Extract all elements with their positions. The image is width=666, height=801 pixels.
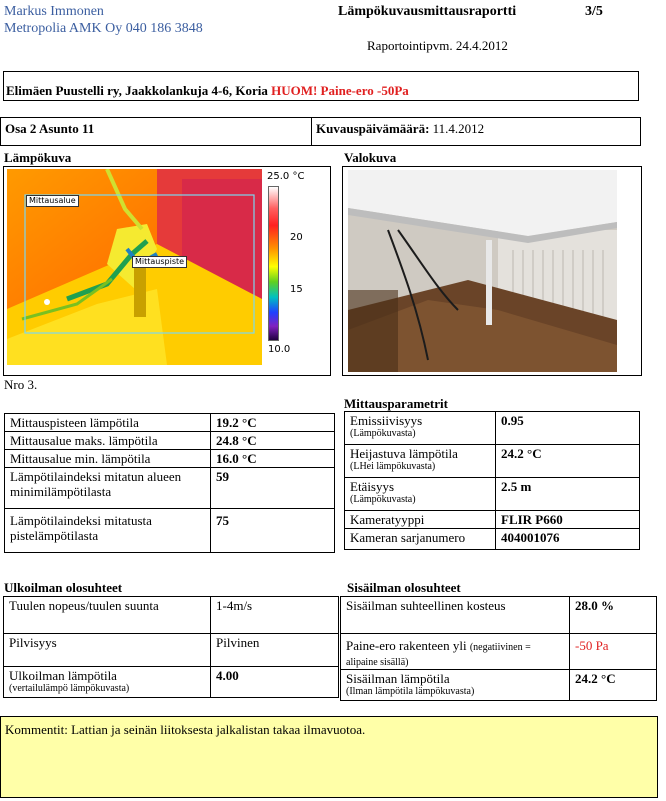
table-row — [341, 634, 657, 670]
param-name: Etäisyys — [350, 479, 395, 494]
report-title: Lämpökuvausmittausraportti — [338, 4, 517, 19]
shoot-date — [316, 121, 484, 137]
scale-max-label: 25.0 °C — [267, 171, 305, 182]
measurement-label: Mittausalue min. lämpötila — [5, 450, 211, 468]
measurement-value: 24.8 °C — [211, 432, 335, 450]
cloud-value: Pilvinen — [211, 634, 339, 667]
params-heading: Mittausparametrit — [344, 396, 448, 411]
indoor-table — [340, 596, 657, 701]
shoot-date-label: Kuvauspäivämäärä: — [316, 121, 430, 136]
table-row — [341, 597, 657, 634]
table-row — [5, 509, 335, 553]
unit-cell — [0, 117, 312, 146]
outdoor-heading: Ulkoilman olosuhteet — [4, 580, 123, 595]
scale-min-label: 10.0 — [268, 344, 291, 355]
table-row — [5, 414, 335, 432]
indoor-temp-value: 24.2 °C — [570, 670, 657, 701]
param-label — [345, 529, 496, 550]
measurement-value: 16.0 °C — [211, 450, 335, 468]
table-row — [5, 432, 335, 450]
pressure-label — [341, 634, 570, 670]
measurement-label: Mittauspisteen lämpötila — [5, 414, 211, 432]
param-label — [345, 511, 496, 529]
outdoor-temp-label — [4, 667, 211, 698]
pressure-value: -50 Pa — [570, 634, 657, 670]
report-date: Raportointipvm. 24.4.2012 — [367, 38, 508, 53]
indoor-temp-label — [341, 670, 570, 701]
wind-value: 1-4m/s — [211, 597, 339, 634]
site-address-text: Elimäen Puustelli ry, Jaakkolankuja 4-6, Koria — [6, 83, 268, 98]
outdoor-temp-name: Ulkoilman lämpötila — [9, 668, 117, 683]
outdoor-temp-source: (vertailulämpö lämpökuvasta) — [9, 683, 130, 694]
page-number: 3/5 — [585, 4, 603, 19]
table-row — [4, 634, 339, 667]
outdoor-table — [3, 596, 339, 698]
measurement-value: 59 — [211, 468, 335, 509]
param-value: 24.2 °C — [496, 445, 640, 478]
thermal-heading: Lämpökuva — [4, 150, 72, 165]
shoot-date-value: 11.4.2012 — [432, 121, 485, 136]
param-name: Emissiivisyys — [350, 413, 423, 428]
table-row — [5, 450, 335, 468]
pressure-name: Paine-ero rakenteen yli — [346, 638, 467, 653]
table-row — [4, 667, 339, 698]
indoor-heading: Sisäilman olosuhteet — [347, 580, 461, 595]
spot-marker-tag: Mittauspiste — [132, 256, 187, 268]
organization: Metropolia AMK Oy 040 186 3848 — [4, 21, 203, 36]
table-row — [345, 478, 640, 511]
table-row — [345, 529, 640, 550]
measurement-value: 19.2 °C — [211, 414, 335, 432]
param-value: 404001076 — [496, 529, 640, 550]
wind-label: Tuulen nopeus/tuulen suunta — [4, 597, 211, 634]
temperature-scale-bar — [268, 186, 279, 341]
param-name: Kameran sarjanumero — [350, 530, 466, 545]
param-name: Heijastuva lämpötila — [350, 446, 458, 461]
table-row — [4, 597, 339, 634]
site-box — [3, 71, 639, 101]
comment-text: Kommentit: Lattian ja seinän liitoksesta jalkalistan takaa ilmavuotoa. — [5, 722, 366, 737]
table-row — [345, 445, 640, 478]
param-name: Kameratyyppi — [350, 512, 425, 527]
author-name: Markus Immonen — [4, 4, 104, 19]
shoot-date-cell — [311, 117, 641, 146]
measurement-label: Lämpötilaindeksi mitatun alueen minimilämpötilasta — [5, 468, 211, 509]
param-value: 2.5 m — [496, 478, 640, 511]
pressure-warning: HUOM! Paine-ero -50Pa — [271, 83, 409, 98]
humidity-value: 28.0 % — [570, 597, 657, 634]
measurement-value: 75 — [211, 509, 335, 553]
param-source: (LHei lämpökuvasta) — [350, 461, 436, 472]
measurement-label: Lämpötilaindeksi mitatusta pistelämpötilasta — [5, 509, 211, 553]
param-label — [345, 445, 496, 478]
area-marker-tag: Mittausalue — [26, 195, 79, 207]
indoor-temp-source: (Ilman lämpötila lämpökuvasta) — [346, 686, 475, 697]
outdoor-temp-value: 4.00 — [211, 667, 339, 698]
table-row — [5, 468, 335, 509]
humidity-label: Sisäilman suhteellinen kosteus — [341, 597, 570, 634]
photo-heading: Valokuva — [344, 150, 397, 165]
scale-tick-20: 20 — [290, 232, 303, 243]
indoor-temp-name: Sisäilman lämpötila — [346, 671, 450, 686]
params-table — [344, 411, 640, 550]
site-address — [6, 83, 409, 99]
table-row — [341, 670, 657, 701]
param-value: FLIR P660 — [496, 511, 640, 529]
comment-box — [0, 716, 658, 798]
image-number: Nro 3. — [4, 377, 38, 392]
param-label — [345, 412, 496, 445]
cloud-label: Pilvisyys — [4, 634, 211, 667]
table-row — [345, 511, 640, 529]
scale-tick-15: 15 — [290, 284, 303, 295]
measurement-label: Mittausalue maks. lämpötila — [5, 432, 211, 450]
param-source: (Lämpökuvasta) — [350, 428, 416, 439]
param-value: 0.95 — [496, 412, 640, 445]
measurements-table — [4, 413, 335, 553]
pressure-note: (negatiivinen = alipaine sisällä) — [346, 642, 531, 668]
param-label — [345, 478, 496, 511]
table-row — [345, 412, 640, 445]
photo-image — [348, 170, 617, 372]
param-source: (Lämpökuvasta) — [350, 494, 416, 505]
unit-label: Osa 2 Asunto 11 — [5, 121, 95, 136]
